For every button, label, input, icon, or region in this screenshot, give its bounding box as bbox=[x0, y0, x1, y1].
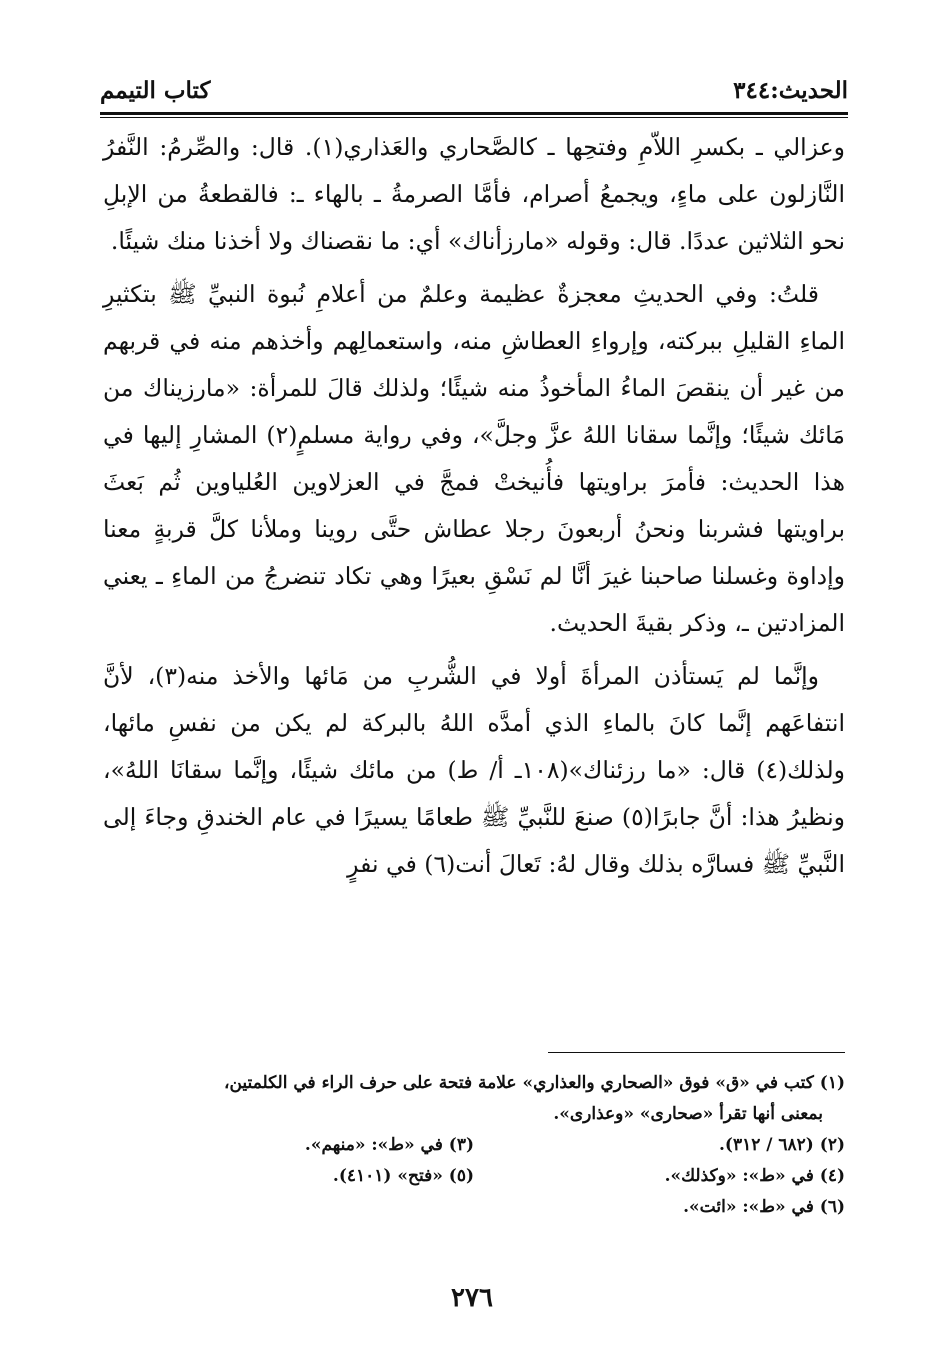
header-divider bbox=[100, 112, 848, 118]
footnote-3: (٣) في «ط»: «منهم». bbox=[304, 1135, 474, 1155]
footnote-5: (٥) «فتح» (٤١٠١). bbox=[332, 1166, 474, 1186]
header-book-title: كتاب التيمم bbox=[100, 77, 211, 104]
footnote-6: (٦) في «ط»: «ائت». bbox=[683, 1197, 845, 1217]
header-hadith-number: الحديث:٣٤٤ bbox=[733, 77, 848, 104]
paragraph-2: قلتُ: وفي الحديثِ معجزةٌ عظيمة وعلمٌ من أعلامِ نُبوة النبيِّ ﷺ بتكثيرِ الماءِ القليلِ ببركته، وإرواءِ العطاشِ منه، واستعمالِهم وأخذهم منه في قربهم من غير أن ينقصَ الماءُ المأخوذُ منه شيئًا؛ ولذلك قالَ للمرأة: «مارزيناك من مَائك شيئًا؛ وإنَّما سقانا اللهُ عزَّ وجلَّ»، وفي رواية مسلمٍ(٢) المشارِ إليها في هذا الحديث: فأمرَ براويتها فأُنيختْ فمجَّ في العزلاوين العُلياوين ثُم بَعثَ براويتها فشربنا ونحنُ أربعونَ رجلا عطاش حتَّى روينا وملأنا كلَّ قربةٍ معنا وإداوة وغسلنا صاحبنا غيرَ أنَّا لم نَسْقِ بعيرًا وهي تكاد تنضرجُ من الماءِ ـ يعني المزادتين ـ، وذكر بقيةَ الحديث. bbox=[103, 280, 846, 637]
running-header bbox=[100, 70, 848, 104]
footnote-divider bbox=[548, 1052, 845, 1053]
footnote-2: (٢) (٦٨٢ / ٣١٢). bbox=[718, 1135, 845, 1155]
page-number: ٢٧٦ bbox=[451, 1283, 493, 1313]
footnote-row-4-5 bbox=[103, 1161, 845, 1192]
main-text bbox=[103, 124, 845, 894]
footnote-1-line-2: بمعنى أنها تقرأ «صحارى» «وعذارى». bbox=[553, 1104, 823, 1124]
paragraph-1: وعزالي ـ بكسرِ اللاّمِ وفتحِها ـ كالصَّحاري والعَذاري(١). قال: والصِّرمُ: النَّفرُ النَّازلون على ماءٍ، ويجمعُ أصرام، فأمَّا الصرمةُ ـ بالهاء ـ: فالقطعةُ من الإبلِ نحو الثلاثين عددًا. قال: وقوله «مارزأناك» أي: ما نقصناك ولا أخذنا منك شيئًا. bbox=[103, 133, 845, 255]
paragraph-3: وإنَّما لم يَستأذن المرأةَ أولا في الشُّربِ من مَائها والأخذ منه(٣)، لأنَّ انتفاعَهم إنَّما كانَ بالماءِ الذي أمدَّه اللهُ بالبركة لم يكن من نفسِ مائها، ولذلك(٤) قال: «ما رزئناك»(١٠٨ـ أ/ ط) من مائك شيئًا، وإنَّما سقانَا اللهُ»، ونظيرُ هذا: أنَّ جابرًا(٥) صنعَ للنَّبيِّ ﷺ طعامًا يسيرًا في عام الخندقِ وجاءَ إلى النَّبيِّ ﷺ فسارَّه بذلك وقال لهُ: تَعالَ أنت(٦) في نفرٍ bbox=[103, 662, 845, 878]
footnote-4: (٤) في «ط»: «وكذلك». bbox=[664, 1166, 845, 1186]
footnotes bbox=[103, 1068, 845, 1223]
footnote-row-2-3 bbox=[103, 1130, 845, 1161]
footnote-1-line-1: (١) كتب في «ق» فوق «الصحاري والعذاري» علامة فتحة على حرف الراء في الكلمتين، bbox=[224, 1073, 845, 1093]
